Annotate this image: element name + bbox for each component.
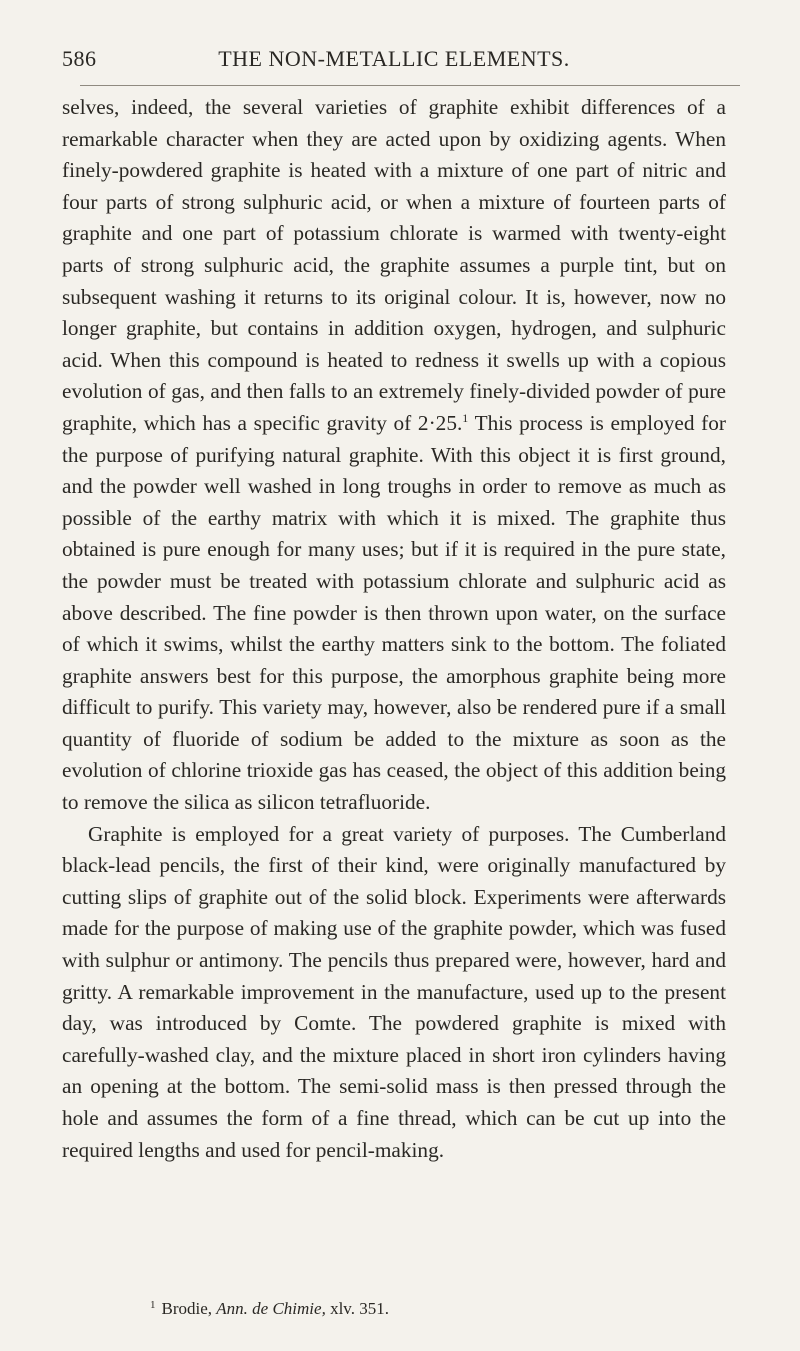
footnote-mark: 1 <box>150 1299 156 1311</box>
paragraph-text: This process is employed for the purpose of purifying natural graphite. With this object it is first ground, and the powder well washed in long troughs in order to remove as much as possible of the earthy matrix with which it is mixed. The graphite thus obtained is pure enough for many uses; but if it is required in the pure state, the powder must be treated with potassium chlorate and sulphuric acid as above described. The fine powder is then thrown upon water, on the surface of which it swims, whilst the earthy matters sink to the bottom. The foliated graphite answers best for this purpose, the amorphous graphite being more difficult to purify. This variety may, however, also be rendered pure if a small quantity of fluoride of sodium be added to the mixture as soon as the evolution of chlorine trioxide gas has ceased, the object of this addition being to remove the silica as silicon tetrafluoride. <box>62 410 726 815</box>
footnote <box>150 1294 730 1320</box>
footnote-reference: 1 <box>462 410 469 425</box>
body-text <box>62 92 726 1166</box>
footnote-journal: Ann. de Chimie, <box>216 1299 326 1318</box>
header-rule <box>80 85 740 86</box>
footnote-author: Brodie, <box>161 1299 213 1318</box>
paragraph-text: selves, indeed, the several varieties of graphite exhibit differences of a remarkable character when they are acted upon by oxidizing agents. When finely-powdered graphite is heated with a mixture of one part of nitric and four parts of strong sulphuric acid, or when a mixture of fourteen parts of graphite and one part of potassium chlorate is warmed with twenty-eight parts of strong sulphuric acid, the graphite assumes a purple tint, but on subsequent washing it returns to its original colour. It is, however, now no longer graphite, but contains in addition oxygen, hydrogen, and sulphuric acid. When this compound is heated to redness it swells up with a copious evolution of gas, and then falls to an extremely finely-divided powder of pure graphite, which has a specific gravity of 2·25. <box>62 95 726 435</box>
paragraph-purification <box>62 92 726 819</box>
running-title: THE NON-METALLIC ELEMENTS. <box>218 46 570 71</box>
page-number: 586 <box>62 46 97 71</box>
page-header <box>62 46 726 76</box>
footnote-reference-text: xlv. 351. <box>330 1299 389 1318</box>
paragraph-pencils: Graphite is employed for a great variety of purposes. The Cumberland black-lead pencils, the first of their kind, were originally manufactured by cutting slips of graphite out of the solid block. Experiments were afterwards made for the purpose of making use of the graphite powder, which was fused with sulphur or antimony. The pencils thus prepared were, however, hard and gritty. A remarkable improvement in the manufacture, used up to the present day, was introduced by Comte. The powdered graphite is mixed with carefully-washed clay, and the mixture placed in short iron cylinders having an opening at the bottom. The semi-solid mass is then pressed through the hole and assumes the form of a fine thread, which can be cut up into the required lengths and used for pencil-making. <box>62 821 726 1162</box>
